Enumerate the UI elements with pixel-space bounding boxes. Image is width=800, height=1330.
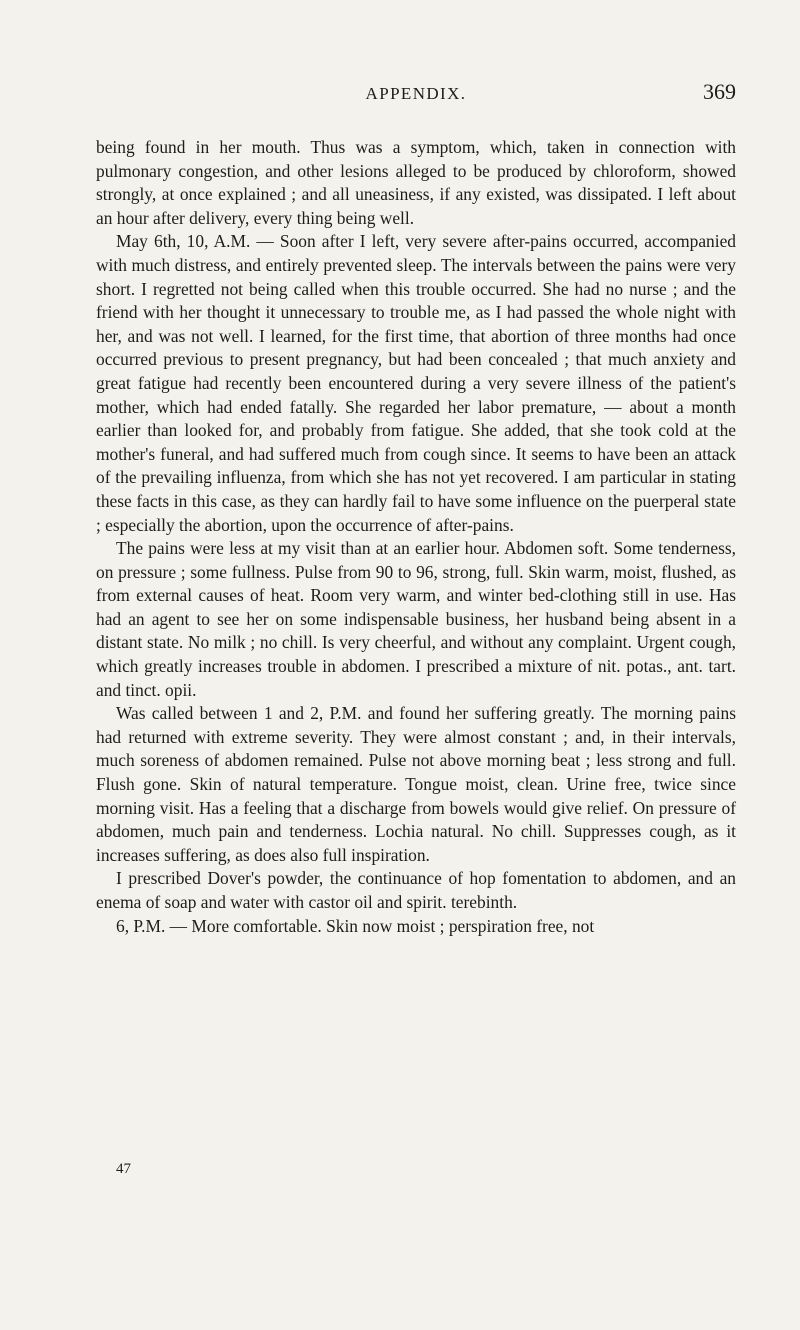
paragraph: I prescribed Dover's powder, the continuance of hop fomentation to abdomen, and an enema of soap and water with castor oil and spirit. terebinth.: [96, 868, 736, 912]
paragraph: being found in her mouth. Thus was a symptom, which, taken in connection with pulmonary congestion, and other lesions alleged to be produced by chloroform, showed strongly, at once explained ; and all uneasiness, if any existed, was dissipated. I left about an hour after delivery, every thing being well.: [96, 137, 736, 228]
signature-mark: 47: [116, 1161, 131, 1177]
paragraph: May 6th, 10, A.M. — Soon after I left, very severe after-pains occurred, accompanied with much distress, and entirely prevented sleep. The intervals between the pains were very short. I regretted not being called when this trouble occurred. She had no nurse ; and the friend with her thought it unnecessary to trouble me, as I had passed the whole night with her, and was not well. I learned, for the first time, that abortion of three months had once occurred previous to present pregnancy, but had been concealed ; that much anxiety and great fatigue had recently been encountered during a very severe illness of the patient's mother, which had ended fatally. She regarded her labor premature, — about a month earlier than looked for, and probably from fatigue. She added, that she took cold at the mother's funeral, and had suffered much from cough since. It seems to have been an attack of the prevailing influenza, from which she has not yet recovered. I am particular in stating these facts in this case, as they can hardly fail to have some influence on the puerperal state ; especially the abortion, upon the occurrence of after-pains.: [96, 231, 736, 535]
body-text: [96, 136, 736, 938]
paragraph: 6, P.M. — More comfortable. Skin now moist ; perspiration free, not: [116, 915, 595, 936]
page-header: [96, 79, 736, 114]
paragraph: Was called between 1 and 2, P.M. and found her suffering greatly. The morning pains had returned with extreme severity. They were almost constant ; and, in their intervals, much soreness of abdomen remained. Pulse not above morning beat ; less strong and full. Flush gone. Skin of natural temperature. Tongue moist, clean. Urine free, twice since morning visit. Has a feeling that a discharge from bowels would give relief. On pressure of abdomen, much pain and tenderness. Lochia natural. No chill. Suppresses cough, as it increases suffering, as does also full inspiration.: [96, 703, 736, 865]
page-number: 369: [703, 79, 736, 104]
paragraph: The pains were less at my visit than at an earlier hour. Abdomen soft. Some tenderness, on pressure ; some fullness. Pulse from 90 to 96, strong, full. Skin warm, moist, flushed, as from external causes of heat. Room very warm, and winter bed-clothing still in use. Has had an agent to see her on some indispensable business, her husband being absent in a distant state. No milk ; no chill. Is very cheerful, and without any complaint. Urgent cough, which greatly increases trouble in abdomen. I prescribed a mixture of nit. potas., ant. tart. and tinct. opii.: [96, 538, 736, 700]
running-head: APPENDIX.: [365, 84, 467, 103]
